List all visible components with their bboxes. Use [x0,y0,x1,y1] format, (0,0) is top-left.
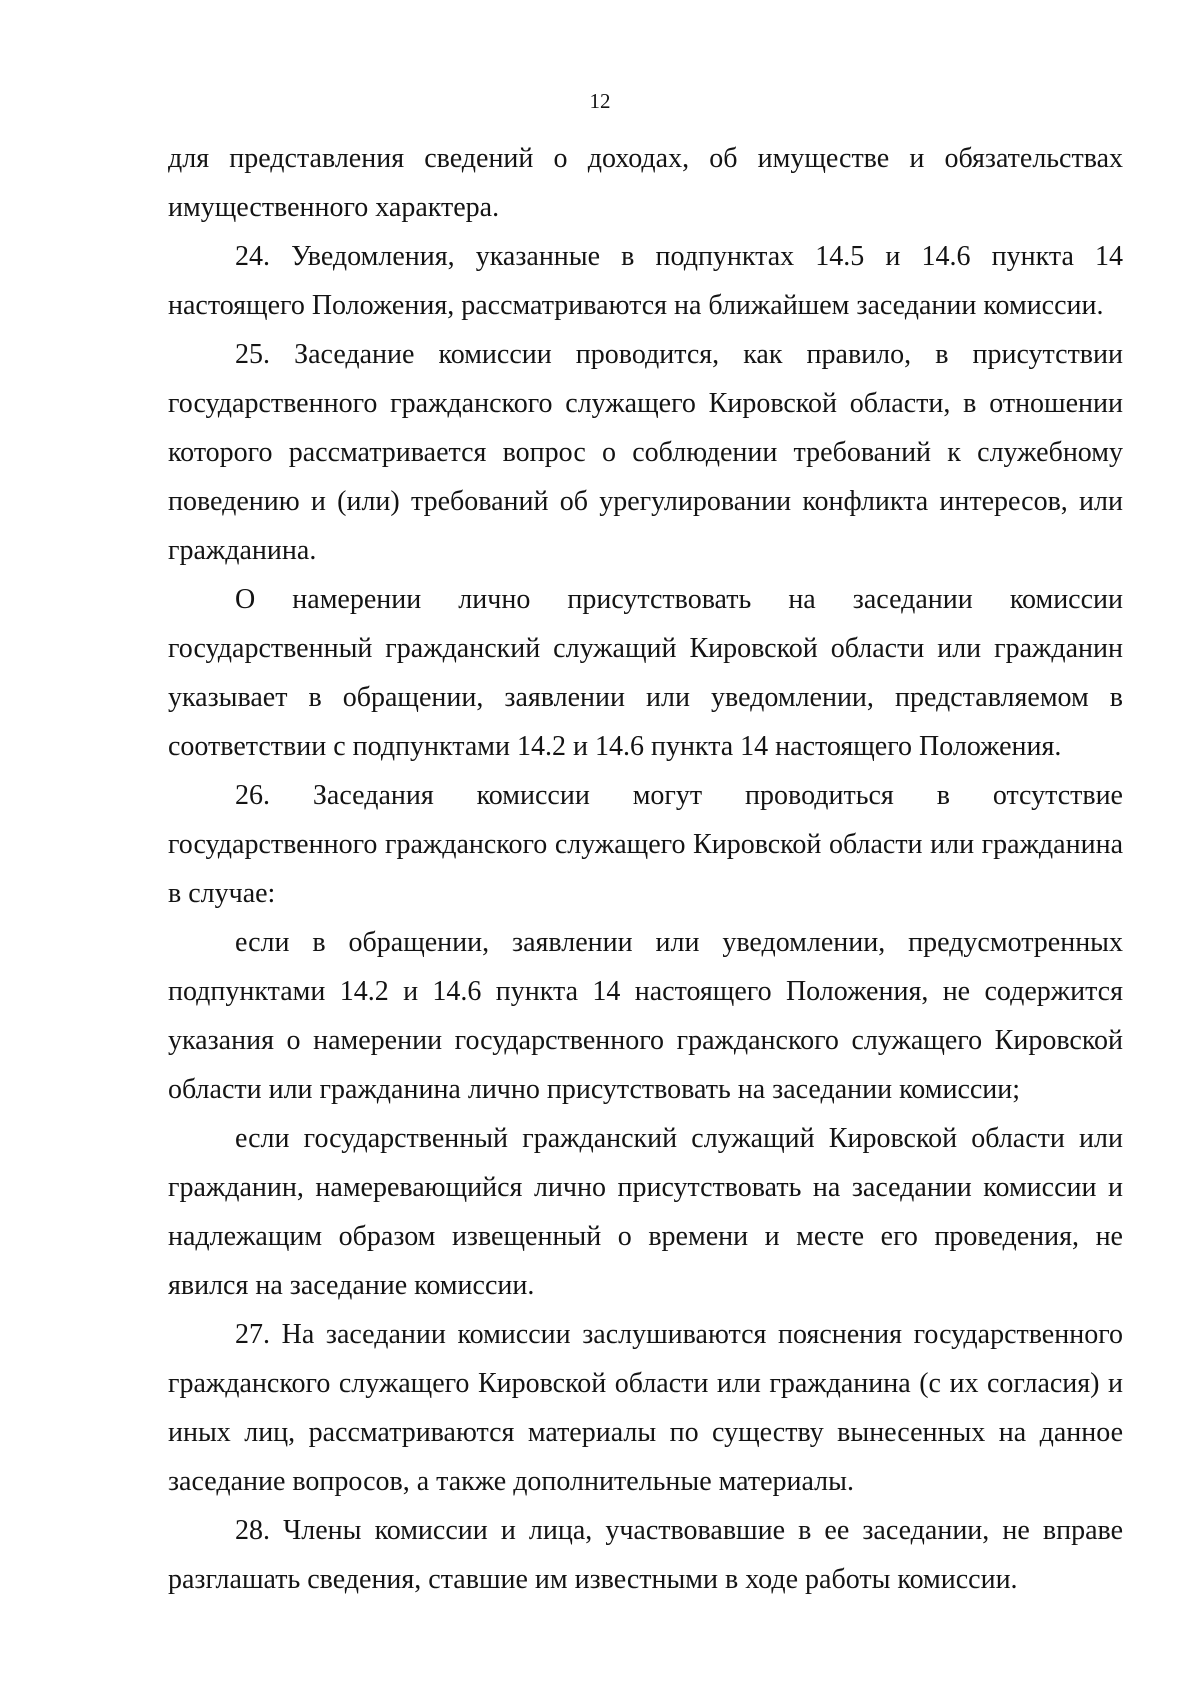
paragraph-26-case-1: если в обращении, заявлении или уведомлении, предусмотренных подпунктами 14.2 и 14.6 пункта 14 настоящего Положения, не содержится указания о намерении государственного гражданского служащего Кировской области или гражданина лично присутствовать на заседании комиссии; [168,927,1123,1105]
paragraph-27: 27. На заседании комиссии заслушиваются пояснения государственного гражданского служащего Кировской области или гражданина (с их согласия) и иных лиц, рассматриваются материалы по существу вынесенных на данное заседание вопросов, а также дополнительные материалы. [168,1319,1123,1497]
paragraph-26-case-2: если государственный гражданский служащий Кировской области или гражданин, намеревающийся лично присутствовать на заседании комиссии и надлежащим образом извещенный о времени и месте его проведения, не явился на заседание комиссии. [168,1123,1123,1301]
paragraph-25-intent: О намерении лично присутствовать на заседании комиссии государственный гражданский служащий Кировской области или гражданин указывает в обращении, заявлении или уведомлении, представляемом в соответствии с подпунктами 14.2 и 14.6 пункта 14 настоящего Положения. [168,584,1123,762]
paragraph-continuation: для представления сведений о доходах, об имуществе и обязательствах имущественного характера. [168,143,1123,223]
paragraph-25: 25. Заседание комиссии проводится, как правило, в присутствии государственного гражданского служащего Кировской области, в отношении которого рассматривается вопрос о соблюдении требований к служебному поведению и (или) требований об урегулировании конфликта интересов, или гражданина. [168,339,1123,566]
paragraph-26: 26. Заседания комиссии могут проводиться в отсутствие государственного гражданского служащего Кировской области или гражданина в случае: [168,780,1123,909]
paragraph-24: 24. Уведомления, указанные в подпунктах 14.5 и 14.6 пункта 14 настоящего Положения, рассматриваются на ближайшем заседании комиссии. [168,241,1123,321]
page-number: 12 [589,89,611,113]
document-body [168,134,1123,1604]
paragraph-28: 28. Члены комиссии и лица, участвовавшие в ее заседании, не вправе разглашать сведения, ставшие им известными в ходе работы комиссии. [168,1515,1123,1595]
